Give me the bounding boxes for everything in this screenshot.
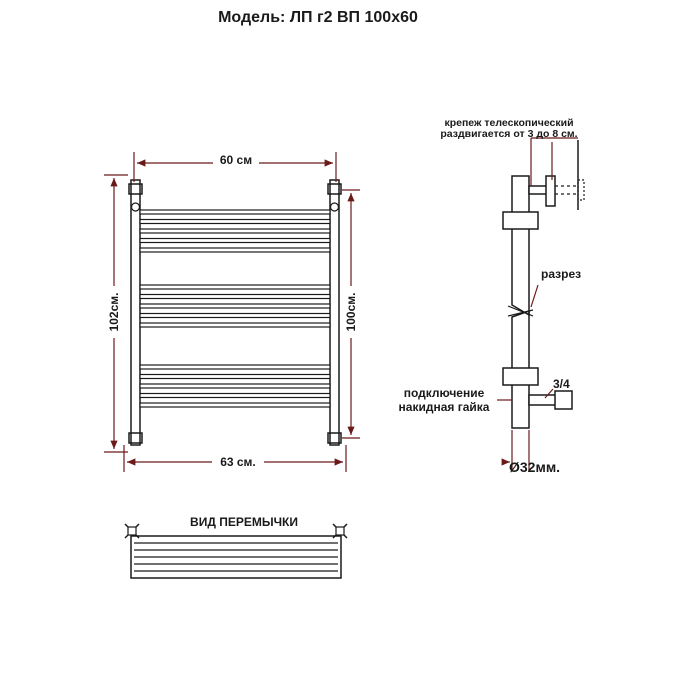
rung: [140, 384, 330, 388]
diameter-label: Ø32мм.: [509, 459, 561, 475]
bridge-label: ВИД ПЕРЕМЫЧКИ: [190, 515, 298, 529]
top-width-label: 60 см: [219, 153, 253, 167]
cap-left: [132, 203, 140, 211]
dimension-right-height: [342, 190, 360, 438]
section-label: разрез: [541, 267, 582, 281]
model-title: Модель: ЛП г2 ВП 100х60: [218, 9, 418, 26]
rung: [140, 403, 330, 407]
mount-text-line1: крепеж телескопический: [444, 117, 574, 129]
front-view: [129, 180, 341, 445]
union-nut: [555, 391, 572, 409]
cap-right: [331, 203, 339, 211]
right-height-label: 100см.: [344, 292, 358, 332]
connection-fitting: [529, 395, 557, 405]
dimension-top-width: [134, 151, 336, 182]
dimension-left-height: [104, 175, 128, 452]
side-view: [503, 140, 584, 428]
thread-label: 3/4: [553, 377, 570, 391]
left-height-label: 102см.: [107, 292, 121, 332]
rung: [140, 304, 330, 308]
rung: [140, 229, 330, 233]
left-post: [131, 180, 140, 445]
rung: [140, 239, 330, 243]
rung: [140, 375, 330, 379]
rung: [140, 365, 330, 369]
connection-line2: накидная гайка: [398, 400, 490, 414]
rung: [140, 323, 330, 327]
front-rungs: [140, 210, 330, 407]
dimension-bottom-width: [124, 445, 346, 472]
bottom-width-label: 63 см.: [220, 455, 256, 469]
rung: [140, 295, 330, 299]
rung: [140, 285, 330, 289]
rung: [140, 394, 330, 398]
connection-line1: подключение: [403, 386, 485, 400]
mount-text-line2: раздвигается от 3 до 8 см.: [440, 128, 578, 140]
upper-collar: [503, 212, 538, 229]
right-post: [330, 180, 339, 445]
rung: [140, 210, 330, 214]
lower-collar: [503, 368, 538, 385]
rung: [140, 248, 330, 252]
bridge-view: [125, 524, 347, 578]
rung: [140, 314, 330, 318]
rung: [140, 220, 330, 224]
